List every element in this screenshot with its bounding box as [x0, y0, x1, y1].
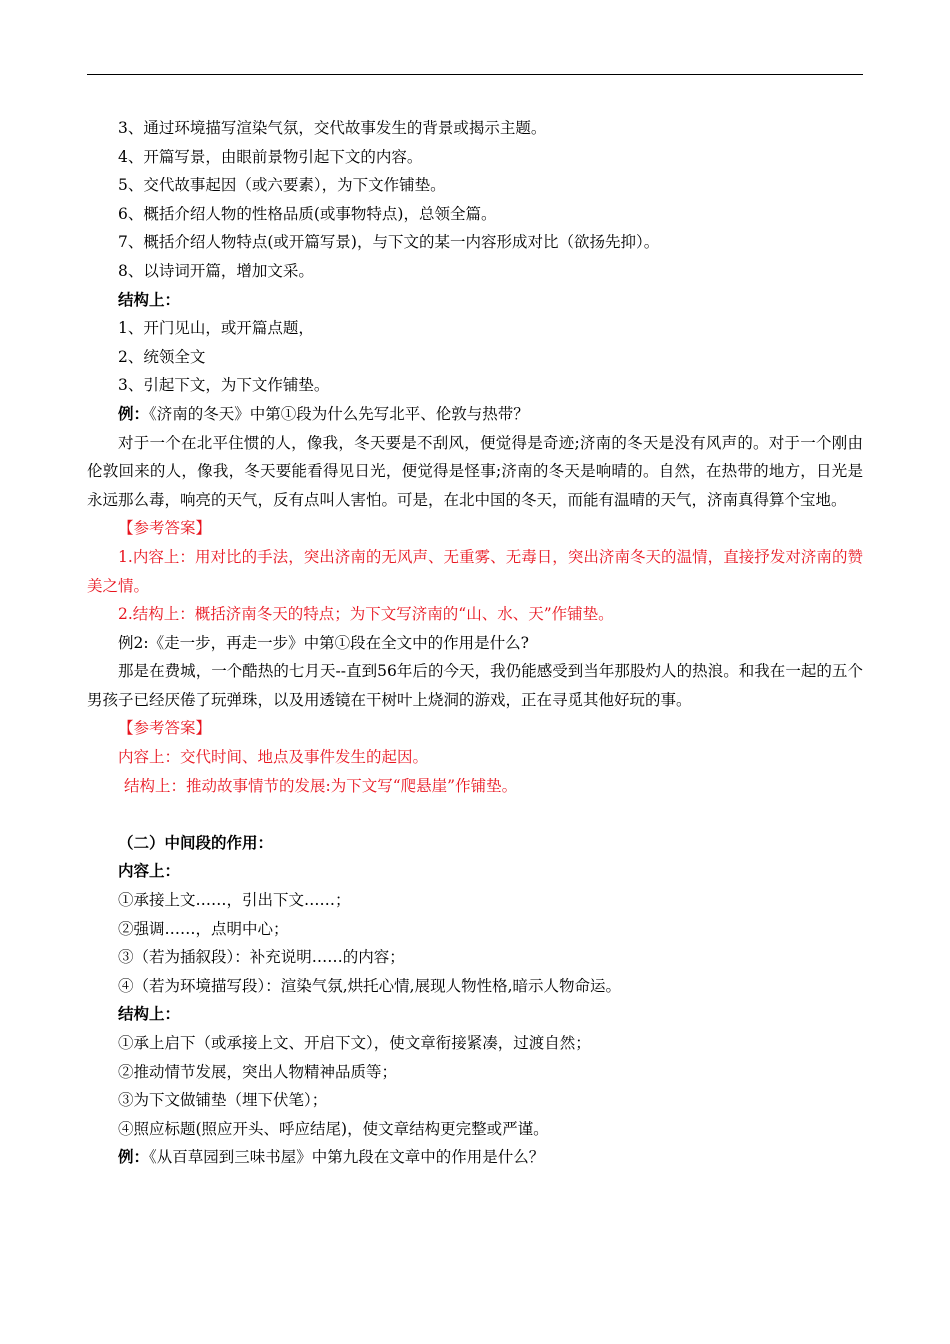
middle-example-label: 例： [118, 1147, 150, 1167]
list-item: ④（若为环境描写段）：渲染气氛,烘托心情,展现人物性格,暗示人物命运。 [118, 976, 622, 995]
middle-structure-heading: 结构上： [118, 1004, 181, 1024]
list-item: ③为下文做铺垫（埋下伏笔）； [118, 1091, 328, 1110]
middle-example-line [87, 1143, 863, 1172]
example2-question: 例2:《走一步，再走一步》中第①段在全文中的作用是什么? [118, 633, 529, 652]
example1-passage: 对于一个在北平住惯的人，像我，冬天要是不刮风，便觉得是奇迹;济南的冬天是没有风声的。对于一个刚由伦敦回来的人，像我，冬天要能看得见日光，便觉得是怪事;济南的冬天是响晴的。自然，在热带的地方，日光是永远那么毒，响亮的天气，反有点叫人害怕。可是，在北中国的冬天，而能有温晴的天气，济南真得算个宝地。 [87, 433, 863, 509]
example1-answer-label: 【参考答案】 [118, 519, 212, 538]
list-item: 2、统领全文 [118, 347, 206, 366]
example2-answer-2: 结构上：推动故事情节的发展:为下文写“爬悬崖”作铺垫。 [124, 776, 518, 795]
list-item: 4、开篇写景，由眼前景物引起下文的内容。 [118, 147, 423, 166]
middle-section-heading: （二）中间段的作用： [118, 832, 274, 852]
list-item: 5、交代故事起因（或六要素），为下文作铺垫。 [118, 176, 446, 195]
list-item: 1、开门见山，或开篇点题， [118, 319, 314, 338]
list-item: ④照应标题(照应开头、呼应结尾)，使文章结构更完整或严谨。 [118, 1119, 549, 1138]
middle-example-question: 《从百草园到三味书屋》中第九段在文章中的作用是什么？ [149, 1148, 545, 1167]
opening-items-list [87, 114, 863, 286]
list-item: 7、概括介绍人物特点(或开篇写景)，与下文的某一内容形成对比（欲扬先抑）。 [118, 233, 660, 252]
list-item: 8、以诗词开篇，增加文采。 [118, 261, 314, 280]
example1-label: 例： [118, 403, 150, 423]
list-item: ③（若为插叙段）：补充说明……的内容； [118, 948, 405, 967]
section-spacer [87, 800, 863, 829]
list-item: ①承上启下（或承接上文、开启下文），使文章衔接紧凑，过渡自然； [118, 1034, 591, 1052]
list-item: 3、通过环境描写渲染气氛，交代故事发生的背景或揭示主题。 [118, 119, 547, 137]
middle-content-heading: 内容上： [118, 861, 181, 881]
middle-structure-list [87, 1029, 863, 1143]
list-item: ②推动情节发展，突出人物精神品质等； [118, 1062, 398, 1081]
example1-answer-1: 1.内容上：用对比的手法，突出济南的无风声、无重雾、无毒日，突出济南冬天的温情，直接抒发对济南的赞美之情。 [87, 547, 863, 595]
list-item: 3、引起下文，为下文作铺垫。 [118, 376, 330, 395]
document-body [87, 114, 863, 1172]
header-rule [87, 74, 863, 75]
middle-content-list [87, 886, 863, 1000]
structure-items-list [87, 314, 863, 400]
example2-answer-1: 内容上：交代时间、地点及事件发生的起因。 [118, 748, 429, 767]
example1-question-line [87, 400, 863, 429]
list-item: ②强调……，点明中心； [118, 919, 289, 938]
example2-passage: 那是在费城，一个酷热的七月天--直到56年后的今天，我仍能感受到当年那股灼人的热浪。和我在一起的五个男孩子已经厌倦了玩弹珠，以及用透镜在干树叶上烧洞的游戏，正在寻觅其他好玩的事。 [87, 662, 863, 709]
list-item: ①承接上文……，引出下文……； [118, 891, 351, 910]
example1-question: 《济南的冬天》中第①段为什么先写北平、伦敦与热带？ [149, 404, 529, 423]
structure-heading: 结构上： [118, 289, 181, 309]
example1-answer-2: 2.结构上：概括济南冬天的特点；为下文写济南的“山、水、天”作铺垫。 [118, 605, 614, 624]
list-item: 6、概括介绍人物的性格品质(或事物特点)，总领全篇。 [118, 204, 497, 223]
example2-answer-label: 【参考答案】 [118, 719, 212, 738]
